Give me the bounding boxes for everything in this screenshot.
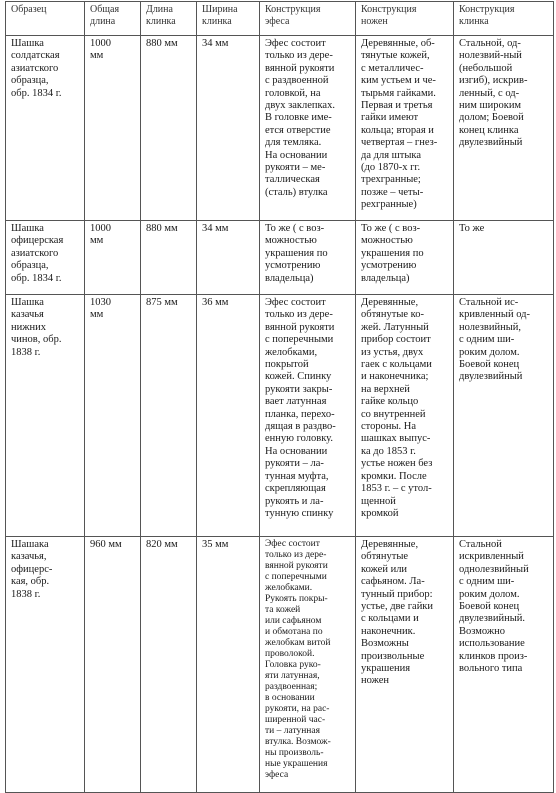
cell-blade: Стальной ис- кривленный од- нолезвийный, с одним ши- роким долом. Боевой конец двулезвийный — [454, 295, 554, 537]
cell-hilt: Эфес состоит только из дере- вянной рукояти с поперечными желобками, покрытой кожей. Спинку рукояти закры- вает латунная планка, перехо- дящая в раздво- енную головку. На основании рукояти – ла- тунная муфта, скрепляющая рукоять и ла- тунную спинку — [260, 295, 356, 537]
header-sample: Образец — [6, 2, 85, 36]
cell-total-length: 1000 мм — [85, 221, 141, 295]
cell-blade-width: 34 мм — [197, 221, 260, 295]
header-total-length: Общая длина — [85, 2, 141, 36]
cell-total-length: 1030 мм — [85, 295, 141, 537]
cell-sample: Шашка казачья нижних чинов, обр. 1838 г. — [6, 295, 85, 537]
table-row — [6, 537, 554, 793]
cell-blade: Стальной, од- нолезвий-ный (небольшой изгиб), искрив- ленный, с од- ним широким долом; Боевой конец клинка двулезвийный — [454, 36, 554, 221]
cell-hilt: То же ( с воз- можностью украшения по усмотрению владельца) — [260, 221, 356, 295]
cell-total-length: 960 мм — [85, 537, 141, 793]
cell-scabbard: Деревянные, об- тянутые кожей, с металличес- ким устьем и че- тырьмя гайками. Первая и третья гайки имеют кольца; вторая и четвертая – гнез- да для штыка (до 1870-х гг. трехгранные; позже – четы- рехгранные) — [356, 36, 454, 221]
cell-sample: Шашака казачья, офицерс- кая, обр. 1838 г. — [6, 537, 85, 793]
cell-sample: Шашка офицерская азиатского образца, обр. 1834 г. — [6, 221, 85, 295]
cell-scabbard: Деревянные, обтянутые ко- жей. Латунный прибор состоит из устья, двух гаек с кольцами и наконечника; на верхней гайке кольцо со внутренней стороны. На шашках выпус- ка до 1853 г. устье ножен без кромки. После 1853 г. – с утол- щенной кромкой — [356, 295, 454, 537]
header-scabbard-construction: Конструкция ножен — [356, 2, 454, 36]
cell-blade-width: 35 мм — [197, 537, 260, 793]
header-blade-width: Ширина клинка — [197, 2, 260, 36]
cell-hilt: Эфес состоит только из дере- вянной рукояти с раздвоенной головкой, на двух заклепках. В головке име- ется отверстие для темляка. На основании рукояти – ме- таллическая (сталь) втулка — [260, 36, 356, 221]
table-row — [6, 295, 554, 537]
cell-scabbard: То же ( с воз- можностью украшения по усмотрению владельца) — [356, 221, 454, 295]
sabre-specifications-table — [5, 1, 554, 793]
cell-blade-length: 875 мм — [141, 295, 197, 537]
cell-blade-length: 880 мм — [141, 36, 197, 221]
cell-blade: То же — [454, 221, 554, 295]
header-blade-construction: Конструкция клинка — [454, 2, 554, 36]
header-blade-length: Длина клинка — [141, 2, 197, 36]
cell-total-length: 1000 мм — [85, 36, 141, 221]
cell-scabbard: Деревянные, обтянутые кожей или сафьяном. Ла- тунный прибор: устье, две гайки с кольцами и наконечник. Возможны произвольные украшения ножен — [356, 537, 454, 793]
cell-blade-length: 820 мм — [141, 537, 197, 793]
header-hilt-construction: Конструкция эфеса — [260, 2, 356, 36]
table-header-row — [6, 2, 554, 36]
cell-blade-width: 34 мм — [197, 36, 260, 221]
table-row — [6, 221, 554, 295]
table-row — [6, 36, 554, 221]
cell-blade-width: 36 мм — [197, 295, 260, 537]
cell-blade: Стальной искривленный однолезвийный с одним ши- роким долом. Боевой конец двулезвийный. Возможно использование клинков произ- вольного типа — [454, 537, 554, 793]
cell-sample: Шашка солдатская азиатского образца, обр. 1834 г. — [6, 36, 85, 221]
cell-blade-length: 880 мм — [141, 221, 197, 295]
cell-hilt: Эфес состоит только из дере- вянной рукояти с поперечными желобками. Рукоять покры- та кожей или сафьяном и обмотана по желобкам витой проволокой. Головка руко- яти латунная, раздвоенная; в основании рукояти, на рас- ширенной час- ти – латунная втулка. Возмож- ны произволь- ные украшения эфеса — [260, 537, 356, 793]
